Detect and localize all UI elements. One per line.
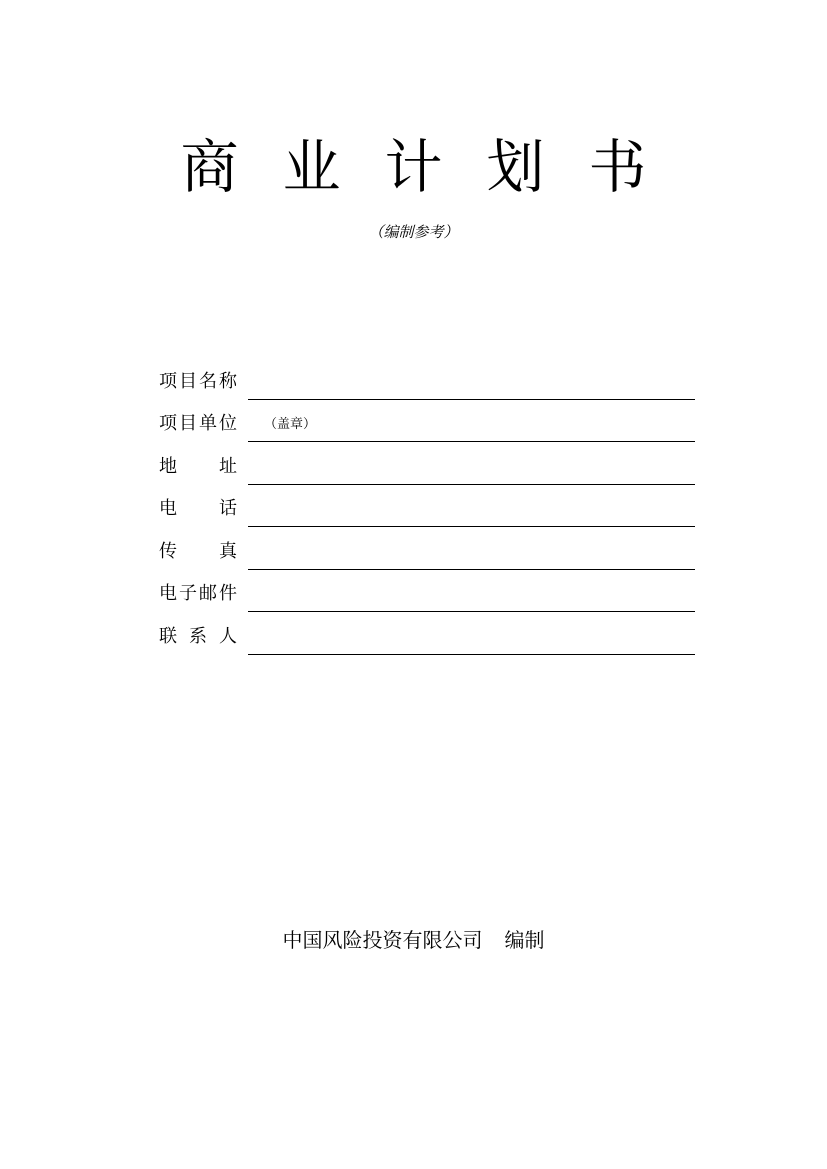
field-label: 电 话 bbox=[159, 498, 237, 519]
title-char: 商 bbox=[180, 133, 239, 201]
field-label: 地 址 bbox=[159, 455, 237, 477]
form-row-project-unit bbox=[159, 400, 695, 443]
field-label: 联 系 人 bbox=[159, 625, 237, 647]
organization-name: 中国风险投资有限公司 bbox=[282, 928, 483, 952]
form-row-contact bbox=[159, 612, 695, 655]
document-title bbox=[0, 132, 827, 202]
form-row-address bbox=[159, 442, 695, 485]
title-char: 书 bbox=[588, 133, 647, 201]
title-char: 划 bbox=[486, 133, 545, 201]
info-form bbox=[159, 357, 695, 655]
form-row-email bbox=[159, 570, 695, 613]
document-subtitle: （编制参考） bbox=[368, 223, 459, 241]
compiled-by-label: 编制 bbox=[504, 928, 545, 952]
field-label: 项 目 名 称 bbox=[159, 370, 237, 392]
seal-note: （盖章） bbox=[264, 417, 317, 432]
fill-line bbox=[248, 654, 695, 655]
field-label: 传 真 bbox=[159, 540, 237, 562]
form-row-project-name bbox=[159, 357, 695, 400]
field-label: 电 子 邮 件 bbox=[159, 583, 237, 604]
title-char: 业 bbox=[282, 133, 341, 201]
title-char: 计 bbox=[384, 133, 443, 201]
document-footer bbox=[0, 926, 827, 954]
field-label: 项 目 单 位 bbox=[159, 413, 237, 434]
form-row-fax bbox=[159, 527, 695, 570]
form-row-phone bbox=[159, 485, 695, 528]
